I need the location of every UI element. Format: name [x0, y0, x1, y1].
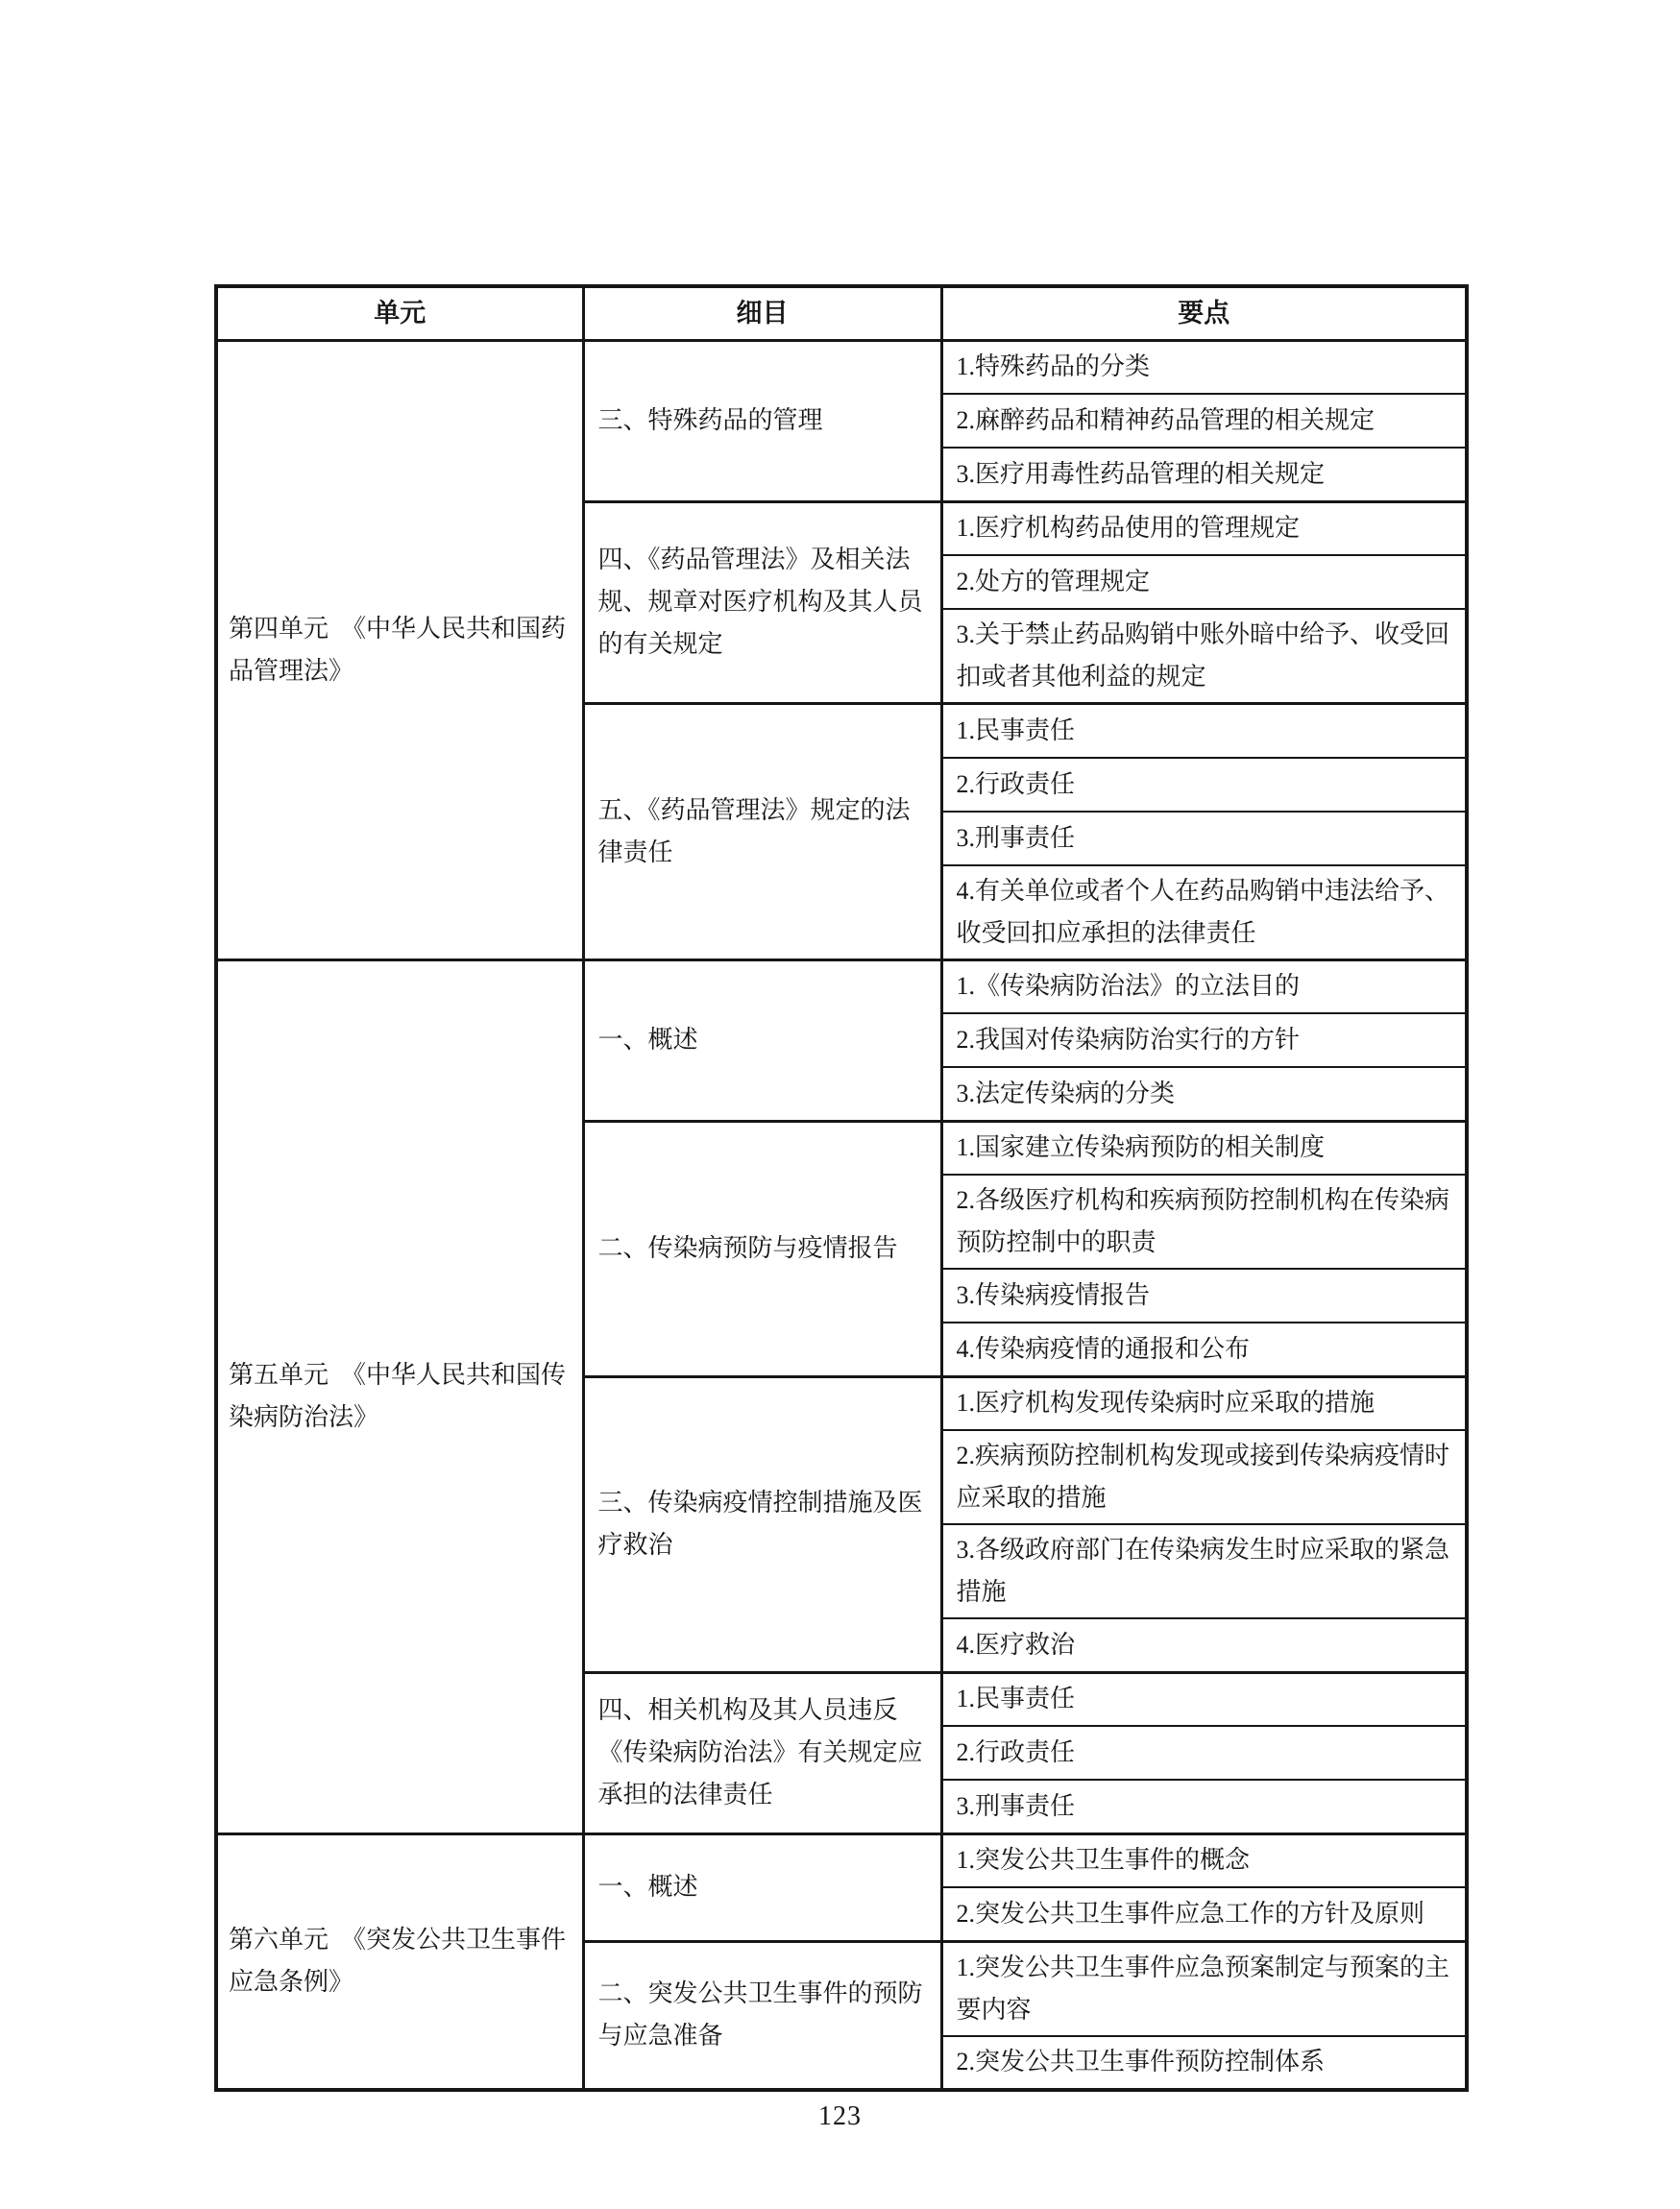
point-cell: 2.处方的管理规定 — [941, 555, 1467, 609]
section-cell: 二、突发公共卫生事件的预防与应急准备 — [583, 1941, 941, 2090]
point-cell: 4.医疗救治 — [941, 1618, 1467, 1672]
unit-cell: 第四单元 《中华人民共和国药品管理法》 — [216, 340, 583, 959]
point-cell: 1.民事责任 — [941, 704, 1467, 758]
header-row — [216, 286, 1467, 340]
table-row — [216, 959, 1467, 1013]
point-cell: 1.突发公共卫生事件应急预案制定与预案的主要内容 — [941, 1941, 1467, 2036]
point-cell: 1.国家建立传染病预防的相关制度 — [941, 1121, 1467, 1175]
unit-cell: 第六单元 《突发公共卫生事件应急条例》 — [216, 1833, 583, 2090]
point-cell: 3.各级政府部门在传染病发生时应采取的紧急措施 — [941, 1524, 1467, 1618]
point-cell: 2.麻醉药品和精神药品管理的相关规定 — [941, 394, 1467, 448]
section-cell: 二、传染病预防与疫情报告 — [583, 1121, 941, 1376]
point-cell: 2.各级医疗机构和疾病预防控制机构在传染病预防控制中的职责 — [941, 1175, 1467, 1269]
point-cell: 1.《传染病防治法》的立法目的 — [941, 959, 1467, 1013]
point-cell: 1.民事责任 — [941, 1672, 1467, 1726]
section-cell: 三、特殊药品的管理 — [583, 340, 941, 501]
point-cell: 2.突发公共卫生事件预防控制体系 — [941, 2036, 1467, 2090]
point-cell: 2.行政责任 — [941, 758, 1467, 812]
point-cell: 3.关于禁止药品购销中账外暗中给予、收受回扣或者其他利益的规定 — [941, 609, 1467, 704]
point-cell: 3.刑事责任 — [941, 1780, 1467, 1833]
section-cell: 三、传染病疫情控制措施及医疗救治 — [583, 1376, 941, 1672]
point-cell: 1.突发公共卫生事件的概念 — [941, 1833, 1467, 1887]
table-row — [216, 340, 1467, 394]
point-cell: 1.特殊药品的分类 — [941, 340, 1467, 394]
point-cell: 3.传染病疫情报告 — [941, 1269, 1467, 1323]
point-cell: 2.疾病预防控制机构发现或接到传染病疫情时应采取的措施 — [941, 1430, 1467, 1524]
column-header-item: 细目 — [583, 286, 941, 340]
section-cell: 四、相关机构及其人员违反《传染病防治法》有关规定应承担的法律责任 — [583, 1672, 941, 1833]
table-row — [216, 1833, 1467, 1887]
point-cell: 3.医疗用毒性药品管理的相关规定 — [941, 448, 1467, 501]
unit-cell: 第五单元 《中华人民共和国传染病防治法》 — [216, 959, 583, 1833]
point-cell: 1.医疗机构发现传染病时应采取的措施 — [941, 1376, 1467, 1430]
column-header-unit: 单元 — [216, 286, 583, 340]
point-cell: 2.行政责任 — [941, 1726, 1467, 1780]
point-cell: 4.有关单位或者个人在药品购销中违法给予、收受回扣应承担的法律责任 — [941, 865, 1467, 960]
column-header-points: 要点 — [941, 286, 1467, 340]
section-cell: 一、概述 — [583, 959, 941, 1121]
page-number: 123 — [818, 2101, 862, 2131]
point-cell: 2.突发公共卫生事件应急工作的方针及原则 — [941, 1887, 1467, 1941]
point-cell: 1.医疗机构药品使用的管理规定 — [941, 501, 1467, 555]
point-cell: 3.法定传染病的分类 — [941, 1067, 1467, 1121]
point-cell: 4.传染病疫情的通报和公布 — [941, 1323, 1467, 1376]
section-cell: 一、概述 — [583, 1833, 941, 1941]
point-cell: 3.刑事责任 — [941, 812, 1467, 865]
syllabus-table — [214, 284, 1469, 2092]
section-cell: 四、《药品管理法》及相关法规、规章对医疗机构及其人员的有关规定 — [583, 501, 941, 704]
section-cell: 五、《药品管理法》规定的法律责任 — [583, 704, 941, 960]
point-cell: 2.我国对传染病防治实行的方针 — [941, 1013, 1467, 1067]
